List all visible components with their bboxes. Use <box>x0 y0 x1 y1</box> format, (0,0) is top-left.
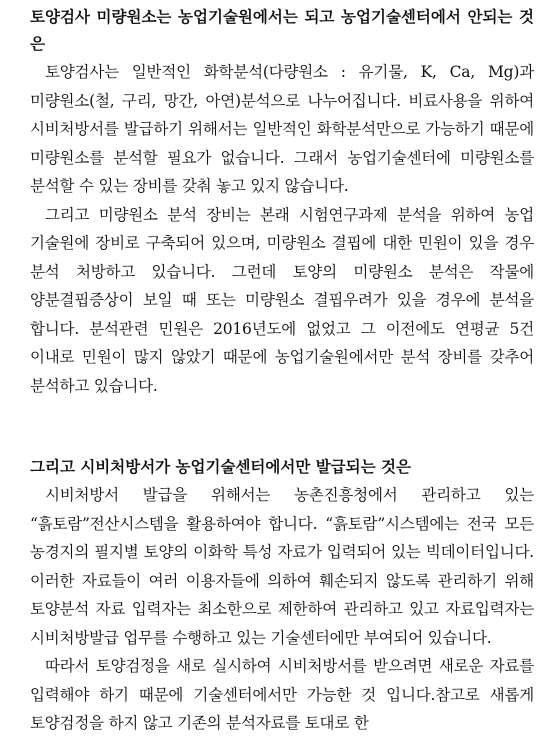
paragraph: 시비처방서 발급을 위해서는 농촌진흥청에서 관리하고 있는 “흙토람”전산시스템을 활용하여야 합니다. “흙토람”시스템에는 전국 모든 농경지의 필지별 토양의 이화학 특성 자료가 입력되어 있는 빅데이터입니다. 이러한 자료들이 여러 이용자들에 의하여 훼손되지 않도록 관리하기 위해 토양분석 자료 입력자는 최소한으로 제한하여 관리하고 있고 자료입력자는 시비처방발급 업무를 수행하고 있는 기술센터에만 부여되어 있습니다. <box>30 486 534 647</box>
paragraph: 토양검사는 일반적인 화학분석(다량원소 : 유기물, K, Ca, Mg)과 미량원소(철, 구리, 망간, 아연)분석으로 나누어집니다. 비료사용을 위하여 시비처방서를 발급하기 위해서는 일반적인 화학분석만으로 가능하기 때문에 미량원소를 분석할 필요가 없습니다. 그래서 농업기술센터에 미량원소를 분석할 수 있는 장비를 갖춰 놓고 있지 않습니다. <box>30 63 534 195</box>
section-heading: 토양검사 미량원소는 농업기술원에서는 되고 농업기술센터에서 안되는 것은 <box>30 8 534 53</box>
section-heading: 그리고 시비처방서가 농업기술센터에서만 발급되는 것은 <box>30 458 411 476</box>
paragraph: 따라서 토양검정을 새로 실시하여 시비처방서를 받으려면 새로운 자료를 입력해야 하기 때문에 기술센터에서만 가능한 것 입니다.참고로 새롭게 토양검정을 하지 않고 기존의 분석자료를 토대로 한 <box>30 657 534 732</box>
paragraph: 그리고 미량원소 분석 장비는 본래 시험연구과제 분석을 위하여 농업 기술원에 장비로 구축되어 있으며, 미량원소 결핍에 대한 민원이 있을 경우 분석 처방하고 있습니다. 그런데 토양의 미량원소 분석은 작물에 양분결핍증상이 보일 때 또는 미량원소 결핍우려가 있을 경우에 분석을 합니다. 분석관련 민원은 2016년도에 없었고 그 이전에도 연평균 5건 이내로 민원이 많지 않았기 때문에 농업기술원에서만 분석 장비를 갖추어 분석하고 있습니다. <box>30 205 534 395</box>
document-page <box>30 0 534 738</box>
